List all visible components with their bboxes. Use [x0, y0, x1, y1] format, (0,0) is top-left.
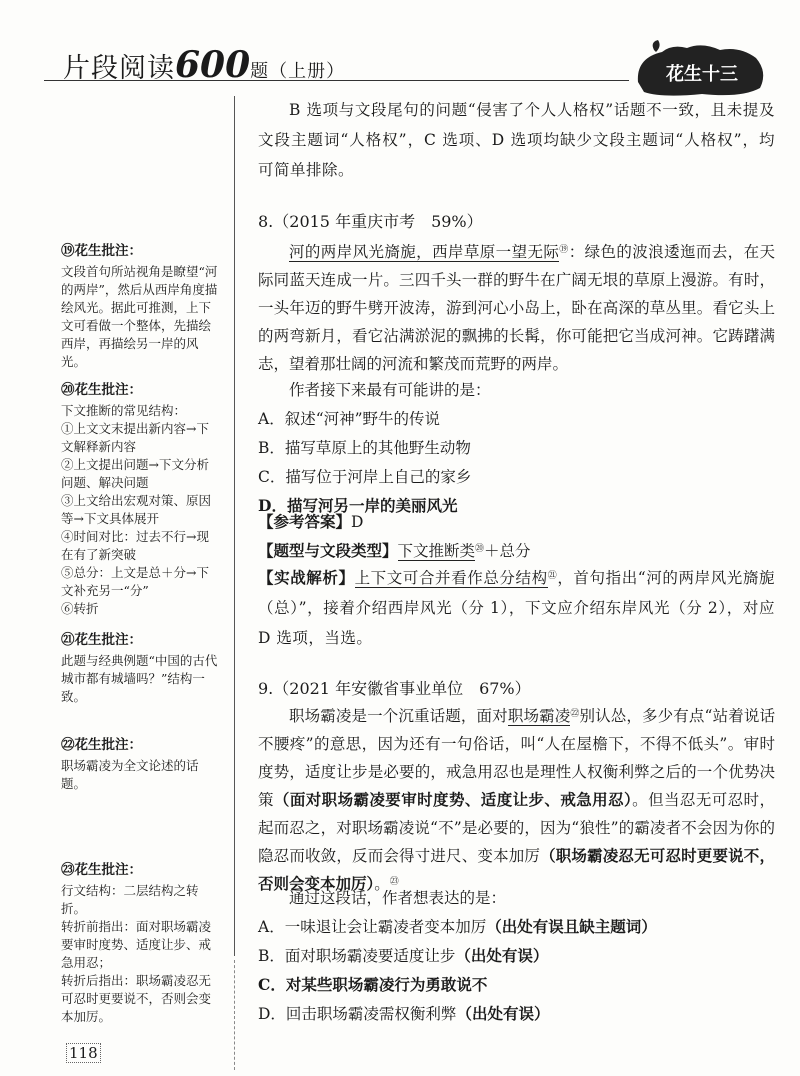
intro-paragraph: B 选项与文段尾句的问题“侵害了个人人格权”话题不一致，且未提及文段主题词“人格权”，C 选项、D 选项均缺少文段主题词“人格权”，均可简单排除。 [258, 101, 775, 179]
q8-question: 作者接下来最有可能讲的是： [289, 381, 491, 399]
sidenote-23: ㉓花生批注： 行文结构：二层结构之转折。 转折前指出：面对职场霸凌要审时度势、适度让步、戒急用忍； 转折后指出：职场霸凌忍无可忍时更要说不，否则会变本加厉。 [61, 862, 212, 1024]
margin-divider-dashed [234, 960, 235, 1070]
q9-option-c: C．对某些职场霸凌行为勇敢说不 [258, 975, 488, 994]
note-ref-21: ㉑ [547, 571, 558, 581]
q8-heading: 8.（2015 年重庆市考 59%） [258, 212, 483, 231]
q8-type: 【题型与文段类型】下文推断类⑳＋总分 [258, 541, 531, 560]
q9-passage: 职场霸凌是一个沉重话题，面对职场霸凌$^㉒$别认怂，多少有点“站着说话不腰疼”的意思，因为还有一句俗话，叫“人在屋檐下，不得不低头”。审时度势，适度让步是必要的，戒急用忍也是理性人权衡利弊之后的一个优势决策（面对职场霸凌要审时度势、适度让步、戒急用忍）。但当忍无可忍时，起而忍之，对职场霸凌说“不”是必要的，因为“狼性”的霸凌者不会因为你的隐忍而收敛，反而会得寸进尺、变本加厉（职场霸凌忍无可忍时更要说不，否则会变本加厉）。$^㉓$ [258, 707, 775, 893]
q9-option-d: D．回击职场霸凌需权衡利弊（出处有误） [258, 1004, 550, 1023]
sidenote-21: ㉑花生批注： 此题与经典例题“中国的古代城市都有城墙吗？”结构一致。 [61, 632, 218, 704]
note-ref-22: ㉒ [570, 709, 580, 719]
q9-inline-note-2: （职场霸凌忍无可忍时更要说不，否则会变本加厉） [258, 846, 775, 893]
q8-option-c: C．描写位于河岸上自己的家乡 [258, 468, 472, 486]
q8-option-b: B．描写草原上的其他野生动物 [258, 439, 471, 457]
q8-option-a: A．叙述“河神”野牛的传说 [258, 410, 441, 428]
book-title: 片段阅读600题（上册） [63, 44, 346, 86]
margin-divider [234, 96, 235, 956]
brand-logo [632, 38, 770, 100]
note-ref-20: ⑳ [475, 544, 485, 554]
header-rule [44, 80, 629, 81]
q9-question: 通过这段话，作者想表达的是： [289, 889, 507, 907]
note-ref-19: ⑲ [559, 245, 569, 255]
page-number: 118 [66, 1043, 101, 1063]
q8-option-d: D．描写河另一岸的美丽风光 [258, 496, 458, 515]
sidenote-19: ⑲花生批注： 文段首句所站视角是瞭望“河的两岸”，然后从西岸角度描绘风光。据此可推测，上下文可看做一个整体，先描绘西岸，再描绘另一岸的风光。 [61, 243, 218, 369]
note-ref-23: ㉓ [389, 877, 399, 887]
q8-analysis: 【实战解析】上下文可合并看作总分结构$^㉑$，首句指出“河的两岸风光旖旎（总）”，接着介绍西岸风光（分 1），下文应介绍东岸风光（分 2），对应 D 选项，当选。 [258, 568, 775, 647]
logo-text: 花生十三 [666, 64, 738, 85]
q9-option-b: B．面对职场霸凌要适度让步（出处有误） [258, 946, 549, 965]
q8-underline-2: 西岸草原一望无际 [432, 243, 560, 261]
q9-heading: 9.（2021 年安徽省事业单位 67%） [258, 679, 531, 698]
q8-answer: 【参考答案】D [258, 512, 364, 531]
q9-option-a: A．一味退让会让霸凌者变本加厉（出处有误且缺主题词） [258, 917, 657, 936]
sidenote-20: ⑳花生批注： 下文推断的常见结构： ①上文文末提出新内容→下文解释新内容 ②上文提出问题→下文分析问题、解决问题 ③上文给出宏观对策、原因等→下文具体展开 ④时间对比：过去不行→现在有了新突破 ⑤总分：上文是总＋分→下文补充另一“分” ⑥转折 [61, 382, 212, 616]
q9-inline-note-1: （面对职场霸凌要审时度势、适度让步、戒急用忍） [273, 790, 633, 809]
q8-underline-1: 河的两岸风光旖旎， [289, 243, 433, 261]
sidenote-22: ㉒花生批注： 职场霸凌为全文论述的话题。 [61, 737, 199, 791]
q8-passage: 河的两岸风光旖旎，西岸草原一望无际⑲：绿色的波浪逶迤而去，在天际同蓝天连成一片。三四千头一群的野牛在广阔无垠的草原上漫游。有时，一头年迈的野牛劈开波涛，游到河心小岛上，卧在高深的草丛里。看它头上的两弯新月，看它沾满淤泥的飘拂的长髯，你可能把它当成河神。它踌躇满志，望着那壮阔的河流和繁茂而荒野的两岸。 [258, 243, 775, 373]
